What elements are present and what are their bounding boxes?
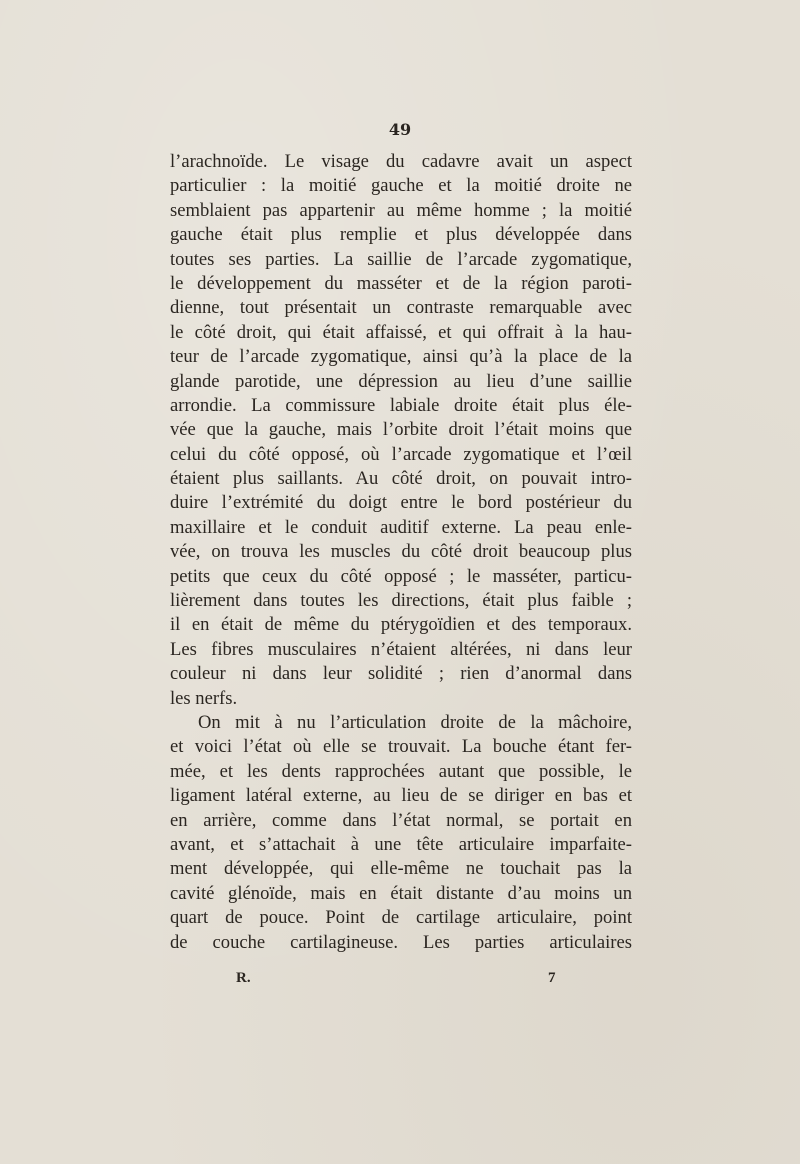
page-number: 49 bbox=[388, 120, 412, 139]
text-line: celui du côté opposé, où l’arcade zygomatique et l’œil bbox=[170, 443, 632, 465]
text-line: semblaient pas appartenir au même homme ; la moitié bbox=[170, 199, 632, 221]
text-line: cavité glénoïde, mais en était distante d’au moins un bbox=[170, 882, 632, 904]
text-line: lièrement dans toutes les directions, était plus faible ; bbox=[170, 590, 632, 612]
text-line: le côté droit, qui était affaissé, et qui offrait à la hau- bbox=[170, 321, 632, 343]
text-line: gauche était plus remplie et plus développée dans bbox=[170, 224, 632, 246]
paragraph-end-line: les nerfs. bbox=[170, 687, 238, 709]
text-line: ligament latéral externe, au lieu de se diriger en bas et bbox=[170, 785, 632, 807]
text-line: glande parotide, une dépression au lieu d’une saillie bbox=[170, 370, 632, 392]
paragraph-start-line: On mit à nu l’articulation droite de la mâchoire, bbox=[198, 711, 632, 733]
text-line: toutes ses parties. La saillie de l’arcade zygomatique, bbox=[170, 248, 632, 270]
text-line: maxillaire et le conduit auditif externe. La peau enle- bbox=[170, 516, 632, 538]
text-line: et voici l’état où elle se trouvait. La bouche étant fer- bbox=[170, 736, 632, 758]
text-line: étaient plus saillants. Au côté droit, on pouvait intro- bbox=[170, 468, 632, 490]
text-line: en arrière, comme dans l’état normal, se portait en bbox=[170, 809, 632, 831]
text-line: vée que la gauche, mais l’orbite droit l’était moins que bbox=[170, 419, 632, 441]
text-line: Les fibres musculaires n’étaient altérées, ni dans leur bbox=[170, 638, 632, 660]
page-footer bbox=[0, 970, 800, 990]
text-line: quart de pouce. Point de cartilage articulaire, point bbox=[170, 907, 632, 929]
text-line: duire l’extrémité du doigt entre le bord postérieur du bbox=[170, 492, 632, 514]
text-line: dienne, tout présentait un contraste remarquable avec bbox=[170, 297, 632, 319]
text-line: mée, et les dents rapprochées autant que possible, le bbox=[170, 760, 632, 782]
text-line: particulier : la moitié gauche et la moitié droite ne bbox=[170, 175, 632, 197]
text-line: avant, et s’attachait à une tête articulaire imparfaite- bbox=[170, 833, 632, 855]
text-line: il en était de même du ptérygoïdien et des temporaux. bbox=[170, 614, 632, 636]
text-line: l’arachnoïde. Le visage du cadavre avait un aspect bbox=[170, 151, 632, 172]
text-line: arrondie. La commissure labiale droite était plus éle- bbox=[170, 394, 632, 416]
text-line: teur de l’arcade zygomatique, ainsi qu’à la place de la bbox=[170, 346, 632, 368]
sheet-number: 7 bbox=[548, 970, 556, 986]
text-line: couleur ni dans leur solidité ; rien d’anormal dans bbox=[170, 663, 632, 685]
signature-mark: R. bbox=[236, 970, 251, 986]
text-line: ment développée, qui elle-même ne touchait pas la bbox=[170, 858, 632, 880]
text-line: le développement du masséter et de la région paroti- bbox=[170, 272, 632, 294]
text-line: petits que ceux du côté opposé ; le masséter, particu- bbox=[170, 565, 632, 587]
text-line: vée, on trouva les muscles du côté droit beaucoup plus bbox=[170, 541, 632, 563]
text-line: de couche cartilagineuse. Les parties articulaires bbox=[170, 931, 632, 953]
body-text bbox=[170, 150, 632, 955]
